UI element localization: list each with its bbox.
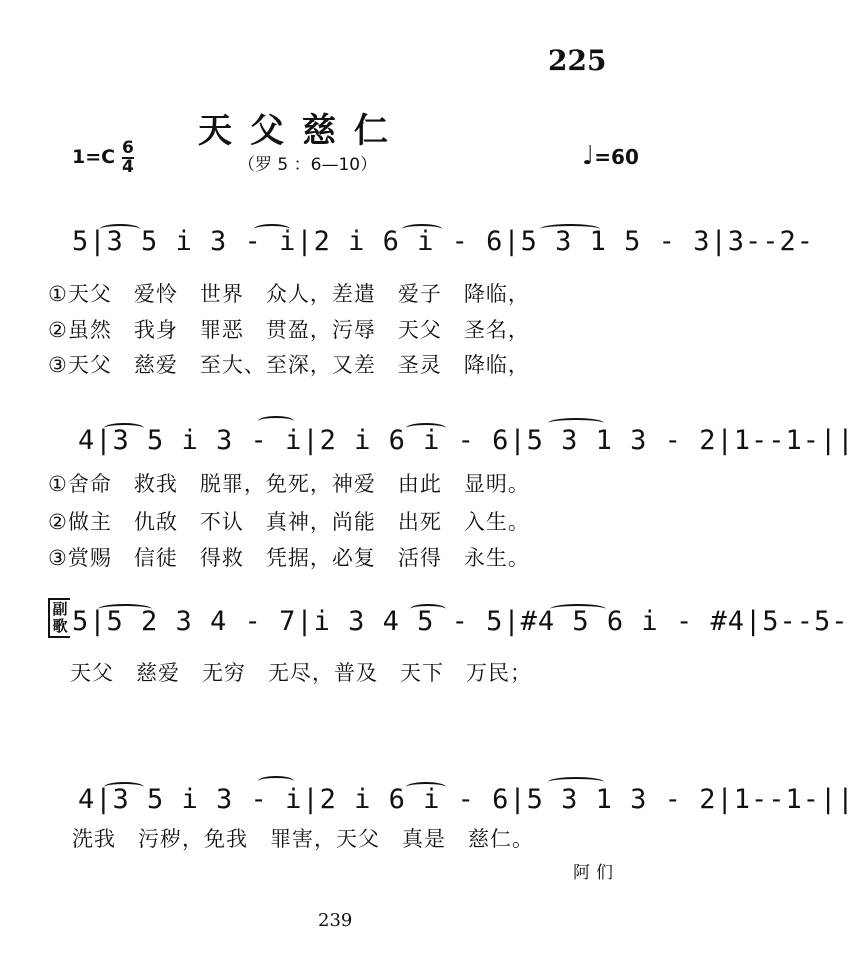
lyric-refrain: 天父 慈爱 无穷 无尽，普及 天下 万民； bbox=[70, 661, 532, 685]
lyric-verse-3: ③赏赐 信徒 得救 凭据，必复 活得 永生。 bbox=[48, 546, 530, 570]
tie-mark bbox=[548, 418, 604, 428]
slur-mark bbox=[258, 776, 294, 786]
slur-mark bbox=[406, 423, 446, 433]
quarter-note-icon: ♩ bbox=[582, 141, 595, 171]
lyric-verse-2: ②做主 仇敌 不认 真神，尚能 出死 入生。 bbox=[48, 510, 530, 534]
refrain-label: 副歌 bbox=[48, 598, 70, 638]
amen: 阿们 bbox=[573, 863, 619, 883]
lyric-verse-1: ①舍命 救我 脱罪，免死，神爱 由此 显明。 bbox=[48, 472, 530, 496]
slur-mark bbox=[104, 423, 144, 433]
scripture-reference: （罗 5 ：6—10） bbox=[238, 155, 378, 175]
time-signature-denominator: 4 bbox=[122, 157, 134, 177]
notation-line-refrain: 5|5 2 3 4 - 7|i 3 4 5 - 5|#4 5 6 i - #4|5--5- bbox=[72, 606, 849, 637]
slur-mark bbox=[254, 224, 290, 234]
time-signature bbox=[122, 140, 134, 176]
notation-line-1: 5|3 5 i 3 - i|2 i 6 i - 6|5 3 1 5 - 3|3--2- bbox=[72, 226, 814, 257]
slur-mark bbox=[402, 224, 442, 234]
slur-mark bbox=[406, 782, 446, 792]
slur-mark bbox=[410, 604, 446, 614]
lyric-final: 洗我 污秽，免我 罪害，天父 真是 慈仁。 bbox=[72, 827, 534, 851]
lyric-verse-2: ②虽然 我身 罪恶 贯盈，污辱 天父 圣名， bbox=[48, 318, 530, 342]
slur-mark bbox=[104, 782, 144, 792]
slur-mark bbox=[258, 416, 294, 426]
page-number: 239 bbox=[318, 910, 353, 931]
lyric-verse-3: ③天父 慈爱 至大、至深，又差 圣灵 降临， bbox=[48, 353, 530, 377]
lyric-verse-1: ①天父 爱怜 世界 众人，差遣 爱子 降临， bbox=[48, 282, 530, 306]
tie-mark bbox=[548, 777, 604, 787]
tie-mark bbox=[540, 224, 600, 234]
tempo-marking bbox=[582, 141, 639, 171]
key-signature: 1=C bbox=[72, 146, 116, 168]
time-signature-numerator: 6 bbox=[122, 138, 134, 158]
tie-mark bbox=[550, 604, 606, 614]
slur-mark bbox=[98, 604, 152, 614]
hymn-title: 天父慈仁 bbox=[198, 111, 406, 151]
notation-line-final: 4|3 5 i 3 - i|2 i 6 i - 6|5 3 1 3 - 2|1--1-|| bbox=[78, 784, 855, 815]
notation-line-2: 4|3 5 i 3 - i|2 i 6 i - 6|5 3 1 3 - 2|1--1-|| bbox=[78, 425, 855, 456]
tempo-value: =60 bbox=[594, 145, 639, 169]
hymn-number: 225 bbox=[548, 44, 607, 77]
slur-mark bbox=[100, 224, 140, 234]
